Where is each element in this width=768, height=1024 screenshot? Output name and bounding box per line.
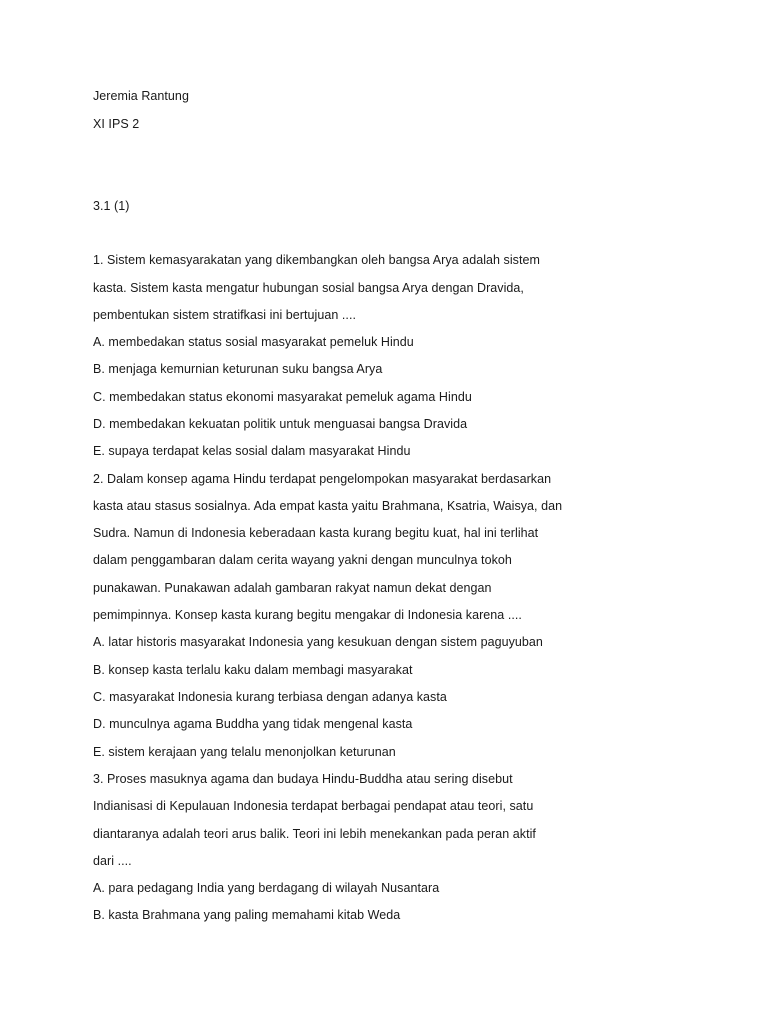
question-1-option-a: A. membedakan status sosial masyarakat pemeluk Hindu: [93, 335, 414, 349]
question-2-stem-line-6: pemimpinnya. Konsep kasta kurang begitu mengakar di Indonesia karena ....: [93, 608, 522, 622]
question-3-stem-line-4: dari ....: [93, 854, 132, 868]
question-2-option-c: C. masyarakat Indonesia kurang terbiasa dengan adanya kasta: [93, 690, 447, 704]
question-1-stem-line-2: kasta. Sistem kasta mengatur hubungan sosial bangsa Arya dengan Dravida,: [93, 281, 524, 295]
question-3-stem-line-2: Indianisasi di Kepulauan Indonesia terdapat berbagai pendapat atau teori, satu: [93, 799, 534, 813]
question-1-option-c: C. membedakan status ekonomi masyarakat pemeluk agama Hindu: [93, 390, 472, 404]
question-1-option-d: D. membedakan kekuatan politik untuk menguasai bangsa Dravida: [93, 417, 468, 431]
question-3-stem-line-3: diantaranya adalah teori arus balik. Teori ini lebih menekankan pada peran aktif: [93, 827, 536, 841]
question-1-option-e: E. supaya terdapat kelas sosial dalam masyarakat Hindu: [93, 444, 411, 458]
class-name: XI IPS 2: [93, 117, 140, 131]
question-2-option-a: A. latar historis masyarakat Indonesia yang kesukuan dengan sistem paguyuban: [93, 635, 543, 649]
question-1-stem-line-3: pembentukan sistem stratifkasi ini bertujuan ....: [93, 308, 356, 322]
question-1-option-b: B. menjaga kemurnian keturunan suku bangsa Arya: [93, 362, 383, 376]
question-2-option-b: B. konsep kasta terlalu kaku dalam membagi masyarakat: [93, 663, 413, 677]
question-3-option-b: B. kasta Brahmana yang paling memahami kitab Weda: [93, 908, 401, 922]
question-2-option-d: D. munculnya agama Buddha yang tidak mengenal kasta: [93, 717, 413, 731]
question-2-stem-line-5: punakawan. Punakawan adalah gambaran rakyat namun dekat dengan: [93, 581, 492, 595]
question-2-stem-line-1: 2. Dalam konsep agama Hindu terdapat pengelompokan masyarakat berdasarkan: [93, 472, 552, 486]
question-1-stem-line-1: 1. Sistem kemasyarakatan yang dikembangkan oleh bangsa Arya adalah sistem: [93, 253, 540, 267]
question-2-stem-line-4: dalam penggambaran dalam cerita wayang yakni dengan munculnya tokoh: [93, 553, 512, 567]
section-title: 3.1 (1): [93, 199, 130, 213]
question-2-stem-line-2: kasta atau stasus sosialnya. Ada empat kasta yaitu Brahmana, Ksatria, Waisya, dan: [93, 499, 563, 513]
question-3-stem-line-1: 3. Proses masuknya agama dan budaya Hindu-Buddha atau sering disebut: [93, 772, 513, 786]
question-3-option-a: A. para pedagang India yang berdagang di wilayah Nusantara: [93, 881, 440, 895]
author-name: Jeremia Rantung: [93, 89, 189, 103]
question-2-option-e: E. sistem kerajaan yang telalu menonjolkan keturunan: [93, 745, 396, 759]
question-2-stem-line-3: Sudra. Namun di Indonesia keberadaan kasta kurang begitu kuat, hal ini terlihat: [93, 526, 539, 540]
